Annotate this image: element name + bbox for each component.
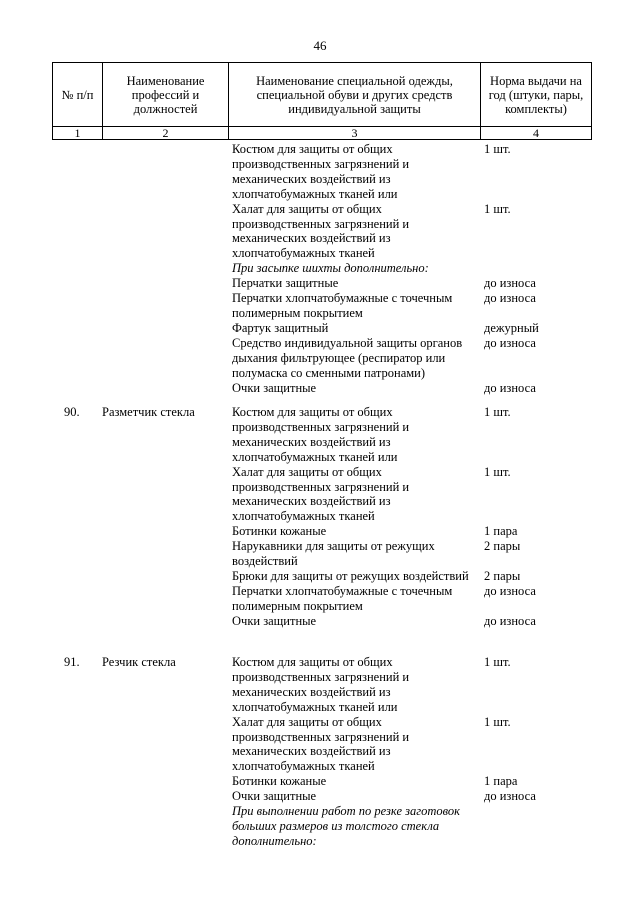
equipment-item: Средство индивидуальной защиты органов дыхания фильтрующее (респиратор или полумаска со сменными патронами) до износа bbox=[232, 335, 536, 380]
equipment-item: Костюм для защиты от общих производственных загрязнений и механических воздействий из хлопчатобумажных тканей или 1 шт. bbox=[232, 655, 511, 714]
header-profession: Наименование профессий и должностей bbox=[103, 63, 229, 127]
equipment-item: Ботинки кожаные 1 пара bbox=[232, 774, 518, 789]
equipment-item: Халат для защиты от общих производственных загрязнений и механических воздействий из хлопчатобумажных тканей 1 шт. bbox=[232, 201, 511, 261]
table-header bbox=[52, 62, 592, 140]
equipment-item: Халат для защиты от общих производственных загрязнений и механических воздействий из хлопчатобумажных тканей 1 шт. bbox=[232, 464, 511, 524]
page-number: 46 bbox=[313, 38, 327, 53]
equipment-note: При засыпке шихты дополнительно: bbox=[232, 261, 429, 276]
header-norm: Норма выдачи на год (штуки, пары, комплекты) bbox=[481, 63, 592, 127]
equipment-item: Костюм для защиты от общих производственных загрязнений и механических воздействий из хлопчатобумажных тканей или 1 шт. bbox=[232, 405, 511, 464]
equipment-item: Ботинки кожаные 1 пара bbox=[232, 524, 518, 539]
header-number: № п/п bbox=[53, 63, 103, 127]
profession-name: Резчик стекла bbox=[102, 655, 176, 669]
equipment-item: Перчатки хлопчатобумажные с точечным полимерным покрытием до износа bbox=[232, 583, 536, 613]
equipment-item: Перчатки защитные до износа bbox=[232, 276, 536, 291]
equipment-list bbox=[232, 405, 536, 629]
column-number-4: 4 bbox=[481, 127, 592, 140]
equipment-item: Очки защитные до износа bbox=[232, 380, 536, 395]
column-number-2: 2 bbox=[103, 127, 229, 140]
equipment-item: Брюки для защиты от режущих воздействий 2 пары bbox=[232, 568, 521, 583]
equipment-item: Перчатки хлопчатобумажные с точечным полимерным покрытием до износа bbox=[232, 291, 536, 320]
equipment-item: Костюм для защиты от общих производственных загрязнений и механических воздействий из хлопчатобумажных тканей или 1 шт. bbox=[232, 142, 511, 201]
equipment-item: Халат для защиты от общих производственных загрязнений и механических воздействий из хлопчатобумажных тканей 1 шт. bbox=[232, 714, 511, 774]
equipment-list bbox=[232, 655, 536, 849]
row-number: 91. bbox=[64, 655, 80, 669]
equipment-note: При выполнении работ по резке заготовок больших размеров из толстого стекла дополнительно: bbox=[232, 804, 461, 848]
profession-name: Разметчик стекла bbox=[102, 405, 195, 419]
column-number-1: 1 bbox=[53, 127, 103, 140]
row-number: 90. bbox=[64, 405, 80, 419]
equipment-item: Фартук защитный дежурный bbox=[232, 320, 539, 335]
equipment-item: Нарукавники для защиты от режущих воздействий 2 пары bbox=[232, 539, 521, 569]
header-equipment: Наименование специальной одежды, специальной обуви и других средств индивидуальной защиты bbox=[229, 63, 481, 127]
column-number-3: 3 bbox=[229, 127, 481, 140]
equipment-item: Очки защитные до износа bbox=[232, 789, 536, 804]
equipment-item: Очки защитные до износа bbox=[232, 613, 536, 628]
equipment-list bbox=[232, 142, 539, 395]
